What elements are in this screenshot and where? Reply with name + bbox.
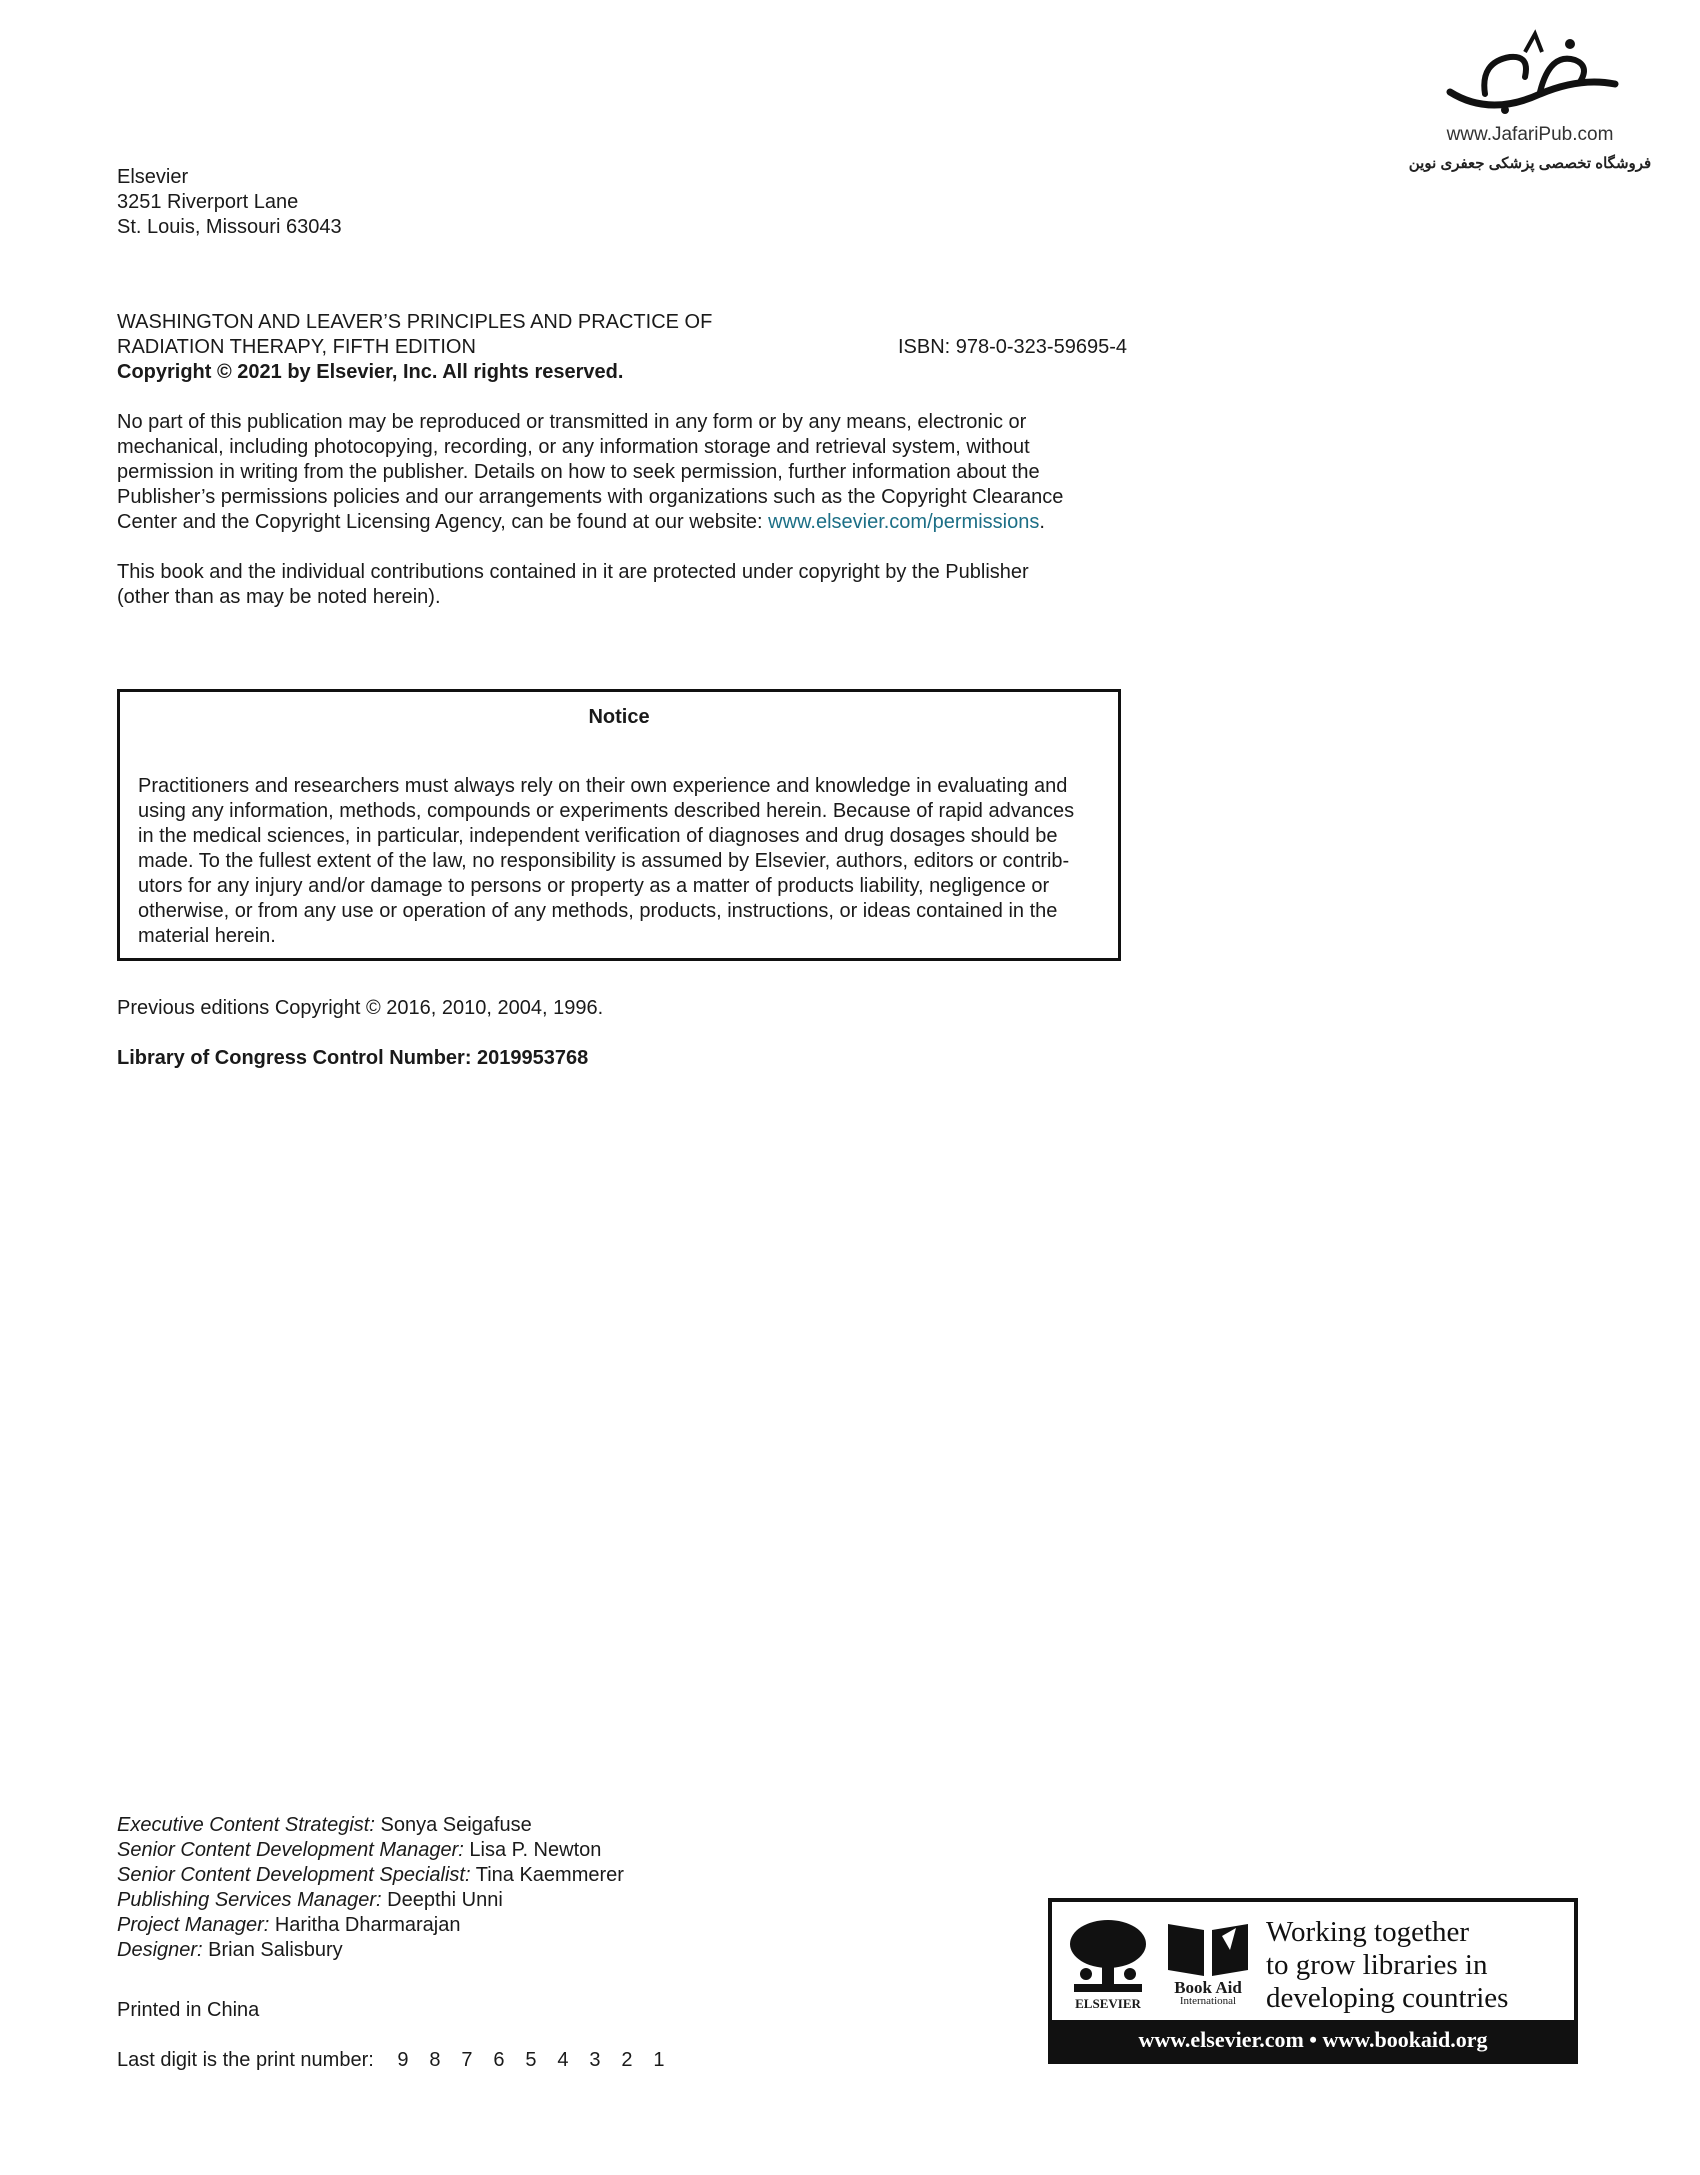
- staff-person: Haritha Dharmarajan: [269, 1914, 461, 1936]
- print-digit: 2: [621, 2049, 633, 2071]
- print-digit: 4: [557, 2049, 569, 2071]
- notice-line: Practitioners and researchers must always rely on their own experience and knowledge in evaluating and: [138, 775, 1068, 797]
- publisher-name: Elsevier: [117, 166, 189, 188]
- staff-role: Executive Content Strategist:: [117, 1814, 375, 1836]
- book-title-line-2: RADIATION THERAPY, FIFTH EDITION: [117, 336, 476, 358]
- print-number-line: [117, 2048, 685, 2073]
- badge-tagline: [1266, 1916, 1566, 2015]
- staff-role: Senior Content Development Specialist:: [117, 1864, 471, 1886]
- print-number-label: Last digit is the print number:: [117, 2049, 374, 2071]
- notice-line: otherwise, or from any use or operation of any methods, products, instructions, or ideas contained in the: [138, 900, 1058, 922]
- book-title-line-1: WASHINGTON AND LEAVER’S PRINCIPLES AND PRACTICE OF: [117, 311, 713, 333]
- print-digit: 1: [653, 2049, 665, 2071]
- tagline-line-3: developing countries: [1266, 1982, 1509, 2014]
- notice-line: in the medical sciences, in particular, independent verification of diagnoses and drug dosages should be: [138, 825, 1058, 847]
- watermark-persian-text: فروشگاه تخصصی پزشکی جعفری نوین: [1408, 155, 1652, 172]
- staff-entry: [117, 1888, 624, 1913]
- bookaid-name: Book Aid: [1174, 1978, 1242, 1997]
- title-block: [117, 310, 1127, 385]
- elsevier-tree-icon: [1066, 1916, 1150, 1996]
- copyright-line: Copyright © 2021 by Elsevier, Inc. All rights reserved.: [117, 361, 624, 383]
- print-digit: 9: [397, 2049, 409, 2071]
- staff-person: Lisa P. Newton: [463, 1839, 602, 1861]
- staff-entry: [117, 1913, 624, 1938]
- previous-editions: Previous editions Copyright © 2016, 2010, 2004, 1996.: [117, 997, 604, 1019]
- notice-line: material herein.: [138, 925, 276, 947]
- protection-line-1: This book and the individual contributions contained in it are protected under copyright by the Publisher: [117, 561, 1029, 583]
- bookaid-sub: International: [1179, 1995, 1237, 2007]
- calligraphy-logo-icon: [1430, 22, 1630, 122]
- notice-box: [117, 689, 1121, 961]
- staff-person: Deepthi Unni: [381, 1889, 503, 1911]
- staff-role: Senior Content Development Manager:: [117, 1839, 464, 1861]
- publisher-street: 3251 Riverport Lane: [117, 191, 299, 213]
- staff-entry: [117, 1863, 624, 1888]
- print-digit: 6: [493, 2049, 505, 2071]
- rights-line: mechanical, including photocopying, recording, or any information storage and retrieval system, without: [117, 436, 1030, 458]
- print-digit: 5: [525, 2049, 537, 2071]
- rights-line: permission in writing from the publisher. Details on how to seek permission, further information about the: [117, 461, 1040, 483]
- watermark-site: www.JafariPub.com: [1446, 124, 1614, 145]
- notice-line: made. To the fullest extent of the law, no responsibility is assumed by Elsevier, authors, editors or contrib-: [138, 850, 1070, 872]
- staff-entry: [117, 1838, 624, 1863]
- rights-last-suffix: .: [1039, 511, 1045, 533]
- tagline-line-1: Working together: [1266, 1916, 1470, 1948]
- staff-role: Publishing Services Manager:: [117, 1889, 382, 1911]
- notice-title: Notice: [588, 706, 650, 728]
- bookaid-label: [1162, 1980, 1254, 2008]
- notice-line: utors for any injury and/or damage to persons or property as a matter of products liability, negligence or: [138, 875, 1050, 897]
- elsevier-label: ELSEVIER: [1075, 1996, 1141, 2011]
- staff-entry: [117, 1813, 624, 1838]
- isbn: ISBN: 978-0-323-59695-4: [897, 336, 1127, 358]
- print-number-digits: [397, 2049, 685, 2071]
- staff-entry: [117, 1938, 624, 1963]
- notice-line: using any information, methods, compounds or experiments described herein. Because of rapid advances: [138, 800, 1075, 822]
- rights-last-prefix: Center and the Copyright Licensing Agency, can be found at our website:: [117, 511, 769, 533]
- rights-line: Publisher’s permissions policies and our arrangements with organizations such as the Copyright Clearance: [117, 486, 1064, 508]
- staff-role: Project Manager:: [117, 1914, 270, 1936]
- rights-paragraph: [117, 410, 1127, 535]
- protection-line-2: (other than as may be noted herein).: [117, 586, 441, 608]
- print-digit: 7: [461, 2049, 473, 2071]
- staff-role: Designer:: [117, 1939, 203, 1961]
- protection-paragraph: [117, 560, 1127, 610]
- staff-person: Sonya Seigafuse: [374, 1814, 532, 1836]
- publisher-address: [117, 165, 342, 240]
- print-digit: 3: [589, 2049, 601, 2071]
- bookaid-badge: [1048, 1898, 1578, 2064]
- notice-body: [138, 774, 1100, 949]
- badge-urls: www.elsevier.com • www.bookaid.org: [1052, 2020, 1574, 2060]
- rights-line-last: [117, 510, 1127, 535]
- bookaid-book-icon: [1164, 1916, 1252, 1978]
- printed-in: Printed in China: [117, 1999, 260, 2021]
- watermark-logo: [1395, 22, 1665, 172]
- staff-person: Brian Salisbury: [202, 1939, 343, 1961]
- lccn: Library of Congress Control Number: 2019953768: [117, 1047, 589, 1069]
- staff-credits: [117, 1813, 624, 1963]
- print-digit: 8: [429, 2049, 441, 2071]
- staff-person: Tina Kaemmerer: [470, 1864, 624, 1886]
- tagline-line-2: to grow libraries in: [1266, 1949, 1488, 1981]
- permissions-link[interactable]: www.elsevier.com/permissions: [768, 511, 1040, 533]
- publisher-city: St. Louis, Missouri 63043: [117, 216, 342, 238]
- rights-line: No part of this publication may be reproduced or transmitted in any form or by any means, electronic or: [117, 411, 1027, 433]
